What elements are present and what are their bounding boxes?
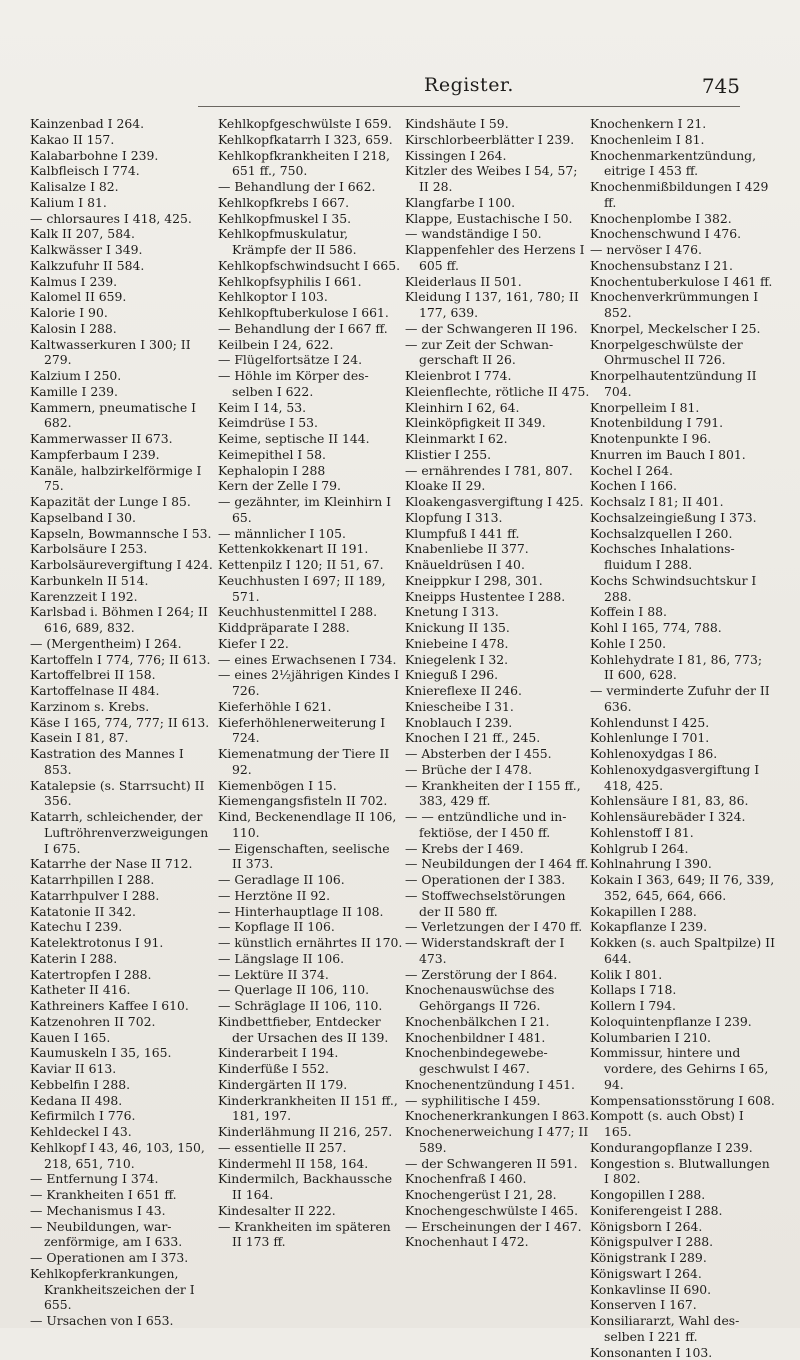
index-entry: Keime, septische II 144. bbox=[218, 431, 403, 447]
index-entry: Knorpelhautentzündung II 704. bbox=[590, 368, 775, 400]
index-entry: Klappe, Eustachische I 50. bbox=[405, 211, 590, 227]
index-entry: Knochenbälkchen I 21. bbox=[405, 1014, 590, 1030]
index-entry: Kathreiners Kaffee I 610. bbox=[30, 998, 215, 1014]
index-entry: Kartoffelbrei II 158. bbox=[30, 667, 215, 683]
index-entry: Kneippkur I 298, 301. bbox=[405, 573, 590, 589]
index-entry: Kalbfleisch I 774. bbox=[30, 163, 215, 179]
index-entry: Kalabarbohne I 239. bbox=[30, 148, 215, 164]
index-entry: — Krebs der I 469. bbox=[405, 841, 590, 857]
index-entry: Knochenerweichung I 477; II 589. bbox=[405, 1124, 590, 1156]
index-entry: — Höhle im Körper desselben I 622. bbox=[218, 368, 403, 400]
index-entry: Knochenfraß I 460. bbox=[405, 1171, 590, 1187]
index-entry: — Absterben der I 455. bbox=[405, 746, 590, 762]
index-entry: Knochenauswüchse des Gehörgangs II 726. bbox=[405, 982, 590, 1014]
index-entry: — gezähnter, im Kleinhirn I 65. bbox=[218, 494, 403, 526]
index-entry: — syphilitische I 459. bbox=[405, 1093, 590, 1109]
index-entry: — Operationen am I 373. bbox=[30, 1250, 215, 1266]
index-entry: Kehlkopfsyphilis I 661. bbox=[218, 274, 403, 290]
index-entry: Kehlkopftuberkulose I 661. bbox=[218, 305, 403, 321]
index-entry: Kinderkrankheiten II 151 ff., 181, 197. bbox=[218, 1093, 403, 1125]
index-entry: Kokain I 363, 649; II 76, 339, 352, 645, 664, 666. bbox=[590, 872, 775, 904]
index-entry: — Flügelfortsätze I 24. bbox=[218, 352, 403, 368]
index-entry: Knorpelgeschwülste der Ohrmuschel II 726. bbox=[590, 337, 775, 369]
index-entry: Käse I 165, 774, 777; II 613. bbox=[30, 715, 215, 731]
index-entry: — nervöser I 476. bbox=[590, 242, 775, 258]
index-entry: — Geradlage II 106. bbox=[218, 872, 403, 888]
index-entry: Kniescheibe I 31. bbox=[405, 699, 590, 715]
index-entry: Knochenmißbildungen I 429 ff. bbox=[590, 179, 775, 211]
index-entry: Kohlensäurebäder I 324. bbox=[590, 809, 775, 825]
index-entry: Kloake II 29. bbox=[405, 478, 590, 494]
index-entry: Katarrhpillen I 288. bbox=[30, 872, 215, 888]
index-entry: — wandständige I 50. bbox=[405, 226, 590, 242]
index-entry: Kettenpilz I 120; II 51, 67. bbox=[218, 557, 403, 573]
index-entry: Kehlkopfmuskel I 35. bbox=[218, 211, 403, 227]
index-entry: Konsiliararzt, Wahl desselben I 221 ff. bbox=[590, 1313, 775, 1345]
index-entry: Katarrh, schleichender, der Luftröhrenverzweigungen I 675. bbox=[30, 809, 215, 856]
index-entry: Karlsbad i. Böhmen I 264; II 616, 689, 832. bbox=[30, 604, 215, 636]
index-entry: Kokken (s. auch Spaltpilze) II 644. bbox=[590, 935, 775, 967]
index-entry: — Ursachen von I 653. bbox=[30, 1313, 215, 1329]
index-entry: Keim I 14, 53. bbox=[218, 400, 403, 416]
index-entry: — Eigenschaften, seelische II 373. bbox=[218, 841, 403, 873]
index-entry: Knochenplombe I 382. bbox=[590, 211, 775, 227]
index-entry: Katarrhe der Nase II 712. bbox=[30, 856, 215, 872]
index-entry: Knieguß I 296. bbox=[405, 667, 590, 683]
index-entry: Kohlendunst I 425. bbox=[590, 715, 775, 731]
index-entry: — Hinterhauptlage II 108. bbox=[218, 904, 403, 920]
index-entry: — künstlich ernährtes II 170. bbox=[218, 935, 403, 951]
index-entry: Kalzium I 250. bbox=[30, 368, 215, 384]
header-rule bbox=[198, 106, 740, 107]
index-entry: Kleinköpfigkeit II 349. bbox=[405, 415, 590, 431]
index-entry: Kohlenoxydgas I 86. bbox=[590, 746, 775, 762]
index-entry: Kainzenbad I 264. bbox=[30, 116, 215, 132]
index-entry: Knochenentzündung I 451. bbox=[405, 1077, 590, 1093]
index-entry: — Krankheiten I 651 ff. bbox=[30, 1187, 215, 1203]
index-entry: Kaviar II 613. bbox=[30, 1061, 215, 1077]
index-entry: Kneipps Hustentee I 288. bbox=[405, 589, 590, 605]
index-column-4 bbox=[590, 116, 775, 1360]
index-column-2 bbox=[218, 116, 403, 1250]
index-entry: — Krankheiten der I 155 ff., 383, 429 ff. bbox=[405, 778, 590, 810]
index-entry: Kaltwasserkuren I 300; II 279. bbox=[30, 337, 215, 369]
index-entry: Kniereflexe II 246. bbox=[405, 683, 590, 699]
page-header bbox=[198, 74, 740, 104]
index-entry: Knochenverkrümmungen I 852. bbox=[590, 289, 775, 321]
index-entry: Karbolsäurevergiftung I 424. bbox=[30, 557, 215, 573]
index-entry: Kohlgrub I 264. bbox=[590, 841, 775, 857]
index-entry: — Stoffwechselstörungen der II 580 ff. bbox=[405, 888, 590, 920]
index-entry: Keimepithel I 58. bbox=[218, 447, 403, 463]
index-entry: — der Schwangeren II 196. bbox=[405, 321, 590, 337]
index-entry: Knotenpunkte I 96. bbox=[590, 431, 775, 447]
index-entry: — verminderte Zufuhr der II 636. bbox=[590, 683, 775, 715]
index-entry: — Widerstandskraft der I 473. bbox=[405, 935, 590, 967]
index-entry: Kamille I 239. bbox=[30, 384, 215, 400]
index-entry: Kiemenatmung der Tiere II 92. bbox=[218, 746, 403, 778]
index-entry: Knochen I 21 ff., 245. bbox=[405, 730, 590, 746]
index-entry: Kleinmarkt I 62. bbox=[405, 431, 590, 447]
index-entry: Knochengerüst I 21, 28. bbox=[405, 1187, 590, 1203]
index-entry: Kalkzufuhr II 584. bbox=[30, 258, 215, 274]
index-entry: Knorpel, Meckelscher I 25. bbox=[590, 321, 775, 337]
index-entry: — zur Zeit der Schwangerschaft II 26. bbox=[405, 337, 590, 369]
index-entry: Kohlenstoff I 81. bbox=[590, 825, 775, 841]
index-entry: Kephalopin I 288 bbox=[218, 463, 403, 479]
index-entry: Kehlkopfkatarrh I 323, 659. bbox=[218, 132, 403, 148]
index-entry: — Zerstörung der I 864. bbox=[405, 967, 590, 983]
index-entry: Kehlkopfschwindsucht I 665. bbox=[218, 258, 403, 274]
index-entry: Kern der Zelle I 79. bbox=[218, 478, 403, 494]
index-entry: — Längslage II 106. bbox=[218, 951, 403, 967]
index-entry: Kloakengasvergiftung I 425. bbox=[405, 494, 590, 510]
index-entry: Katatonie II 342. bbox=[30, 904, 215, 920]
index-entry: Karbunkeln II 514. bbox=[30, 573, 215, 589]
index-entry: Kaumuskeln I 35, 165. bbox=[30, 1045, 215, 1061]
index-entry: Kollern I 794. bbox=[590, 998, 775, 1014]
index-entry: Kollaps I 718. bbox=[590, 982, 775, 998]
index-entry: Kalkwässer I 349. bbox=[30, 242, 215, 258]
index-entry: Kampferbaum I 239. bbox=[30, 447, 215, 463]
index-entry: Katertropfen I 288. bbox=[30, 967, 215, 983]
index-entry: Kalk II 207, 584. bbox=[30, 226, 215, 242]
index-entry: Kochsalzeingießung I 373. bbox=[590, 510, 775, 526]
index-entry: Kolik I 801. bbox=[590, 967, 775, 983]
index-entry: Keuchhustenmittel I 288. bbox=[218, 604, 403, 620]
index-entry: Katerin I 288. bbox=[30, 951, 215, 967]
index-entry: — (Mergentheim) I 264. bbox=[30, 636, 215, 652]
index-entry: Kleiderlaus II 501. bbox=[405, 274, 590, 290]
index-entry: Kolumbarien I 210. bbox=[590, 1030, 775, 1046]
index-entry: Knickung II 135. bbox=[405, 620, 590, 636]
index-entry: — eines Erwachsenen I 734. bbox=[218, 652, 403, 668]
index-entry: Knochentuberkulose I 461 ff. bbox=[590, 274, 775, 290]
index-entry: Kartoffelnase II 484. bbox=[30, 683, 215, 699]
index-entry: Kiddpräparate I 288. bbox=[218, 620, 403, 636]
index-entry: Kammerwasser II 673. bbox=[30, 431, 215, 447]
index-entry: Knochenbildner I 481. bbox=[405, 1030, 590, 1046]
index-entry: — männlicher I 105. bbox=[218, 526, 403, 542]
index-entry: Kitzler des Weibes I 54, 57; II 28. bbox=[405, 163, 590, 195]
index-entry: Kongopillen I 288. bbox=[590, 1187, 775, 1203]
index-entry: — Entfernung I 374. bbox=[30, 1171, 215, 1187]
index-entry: Kommissur, hintere und vordere, des Gehirns I 65, 94. bbox=[590, 1045, 775, 1092]
index-entry: Kompensationsstörung I 608. bbox=[590, 1093, 775, 1109]
index-entry: — Herztöne II 92. bbox=[218, 888, 403, 904]
index-entry: Klumpfuß I 441 ff. bbox=[405, 526, 590, 542]
index-entry: Kongestion s. Blutwallungen I 802. bbox=[590, 1156, 775, 1188]
index-entry: Kammern, pneumatische I 682. bbox=[30, 400, 215, 432]
page-number: 745 bbox=[702, 74, 740, 98]
index-entry: Kinderfüße I 552. bbox=[218, 1061, 403, 1077]
index-entry: — Neubildungen der I 464 ff. bbox=[405, 856, 590, 872]
index-entry: Kissingen I 264. bbox=[405, 148, 590, 164]
index-entry: — Operationen der I 383. bbox=[405, 872, 590, 888]
index-entry: Kochen I 166. bbox=[590, 478, 775, 494]
index-entry: Knochenhaut I 472. bbox=[405, 1234, 590, 1250]
index-entry: Kleienbrot I 774. bbox=[405, 368, 590, 384]
index-entry: Klappenfehler des Herzens I 605 ff. bbox=[405, 242, 590, 274]
index-entry: Kiemenbögen I 15. bbox=[218, 778, 403, 794]
index-entry: Kohlensäure I 81, 83, 86. bbox=[590, 793, 775, 809]
index-entry: Kinderlähmung II 216, 257. bbox=[218, 1124, 403, 1140]
index-entry: — Neubildungen, warzenförmige, am I 633. bbox=[30, 1219, 215, 1251]
index-entry: — Verletzungen der I 470 ff. bbox=[405, 919, 590, 935]
index-entry: Kondurangopflanze I 239. bbox=[590, 1140, 775, 1156]
index-entry: Kastration des Mannes I 853. bbox=[30, 746, 215, 778]
index-entry: Kehlkopf I 43, 46, 103, 150, 218, 651, 710. bbox=[30, 1140, 215, 1172]
index-entry: Kokapflanze I 239. bbox=[590, 919, 775, 935]
index-entry: — der Schwangeren II 591. bbox=[405, 1156, 590, 1172]
index-entry: Katalepsie (s. Starrsucht) II 356. bbox=[30, 778, 215, 810]
index-entry: Knochengeschwülste I 465. bbox=[405, 1203, 590, 1219]
index-entry: Kakao II 157. bbox=[30, 132, 215, 148]
index-entry: Karbolsäure I 253. bbox=[30, 541, 215, 557]
index-entry: — — entzündliche und infektiöse, der I 450 ff. bbox=[405, 809, 590, 841]
index-entry: Kniebeine I 478. bbox=[405, 636, 590, 652]
page-title: Register. bbox=[198, 74, 740, 96]
index-entry: Knochenschwund I 476. bbox=[590, 226, 775, 242]
index-entry: Kehlkoptor I 103. bbox=[218, 289, 403, 305]
index-entry: Katelektrotonus I 91. bbox=[30, 935, 215, 951]
index-entry: — Krankheiten im späteren II 173 ff. bbox=[218, 1219, 403, 1251]
index-entry: Kind, Beckenendlage II 106, 110. bbox=[218, 809, 403, 841]
index-entry: Kohle I 250. bbox=[590, 636, 775, 652]
index-entry: Kiefer I 22. bbox=[218, 636, 403, 652]
index-entry: — Mechanismus I 43. bbox=[30, 1203, 215, 1219]
index-entry: Kalisalze I 82. bbox=[30, 179, 215, 195]
index-entry: Katzenohren II 702. bbox=[30, 1014, 215, 1030]
index-entry: Kochsches Inhalationsfluidum I 288. bbox=[590, 541, 775, 573]
index-entry: Knochenkern I 21. bbox=[590, 116, 775, 132]
index-entry: Kettenkokkenart II 191. bbox=[218, 541, 403, 557]
index-entry: Kebbelfin I 288. bbox=[30, 1077, 215, 1093]
index-entry: Knochenbindegewebegeschwulst I 467. bbox=[405, 1045, 590, 1077]
index-entry: — ernährendes I 781, 807. bbox=[405, 463, 590, 479]
index-entry: Kinderarbeit I 194. bbox=[218, 1045, 403, 1061]
index-entry: Kehlkopfkrebs I 667. bbox=[218, 195, 403, 211]
index-entry: Klangfarbe I 100. bbox=[405, 195, 590, 211]
index-entry: Koffein I 88. bbox=[590, 604, 775, 620]
index-entry: Knoblauch I 239. bbox=[405, 715, 590, 731]
index-entry: Kompott (s. auch Obst) I 165. bbox=[590, 1108, 775, 1140]
index-entry: Kieferhöhlenerweiterung I 724. bbox=[218, 715, 403, 747]
index-entry: Kiemengangsfisteln II 702. bbox=[218, 793, 403, 809]
index-entry: Keilbein I 24, 622. bbox=[218, 337, 403, 353]
index-entry: Kapseln, Bowmannsche I 53. bbox=[30, 526, 215, 542]
index-entry: Knabenliebe II 377. bbox=[405, 541, 590, 557]
index-entry: Kedana II 498. bbox=[30, 1093, 215, 1109]
index-entry: Kindesalter II 222. bbox=[218, 1203, 403, 1219]
index-entry: Karzinom s. Krebs. bbox=[30, 699, 215, 715]
index-entry: Kokapillen I 288. bbox=[590, 904, 775, 920]
index-entry: Knotenbildung I 791. bbox=[590, 415, 775, 431]
index-entry: — chlorsaures I 418, 425. bbox=[30, 211, 215, 227]
index-entry: Kindermehl II 158, 164. bbox=[218, 1156, 403, 1172]
index-entry: Knochenleim I 81. bbox=[590, 132, 775, 148]
index-entry: Kindergärten II 179. bbox=[218, 1077, 403, 1093]
index-entry: Kefirmilch I 776. bbox=[30, 1108, 215, 1124]
index-entry: Kapazität der Lunge I 85. bbox=[30, 494, 215, 510]
index-entry: Karenzzeit I 192. bbox=[30, 589, 215, 605]
index-entry: Kindshäute I 59. bbox=[405, 116, 590, 132]
index-entry: Königspulver I 288. bbox=[590, 1234, 775, 1250]
index-entry: Keimdrüse I 53. bbox=[218, 415, 403, 431]
index-entry: Kapselband I 30. bbox=[30, 510, 215, 526]
index-entry: Knochenmarkentzündung, eitrige I 453 ff. bbox=[590, 148, 775, 180]
index-entry: — Lektüre II 374. bbox=[218, 967, 403, 983]
index-entry: Kochs Schwindsuchtskur I 288. bbox=[590, 573, 775, 605]
index-entry: Kehldeckel I 43. bbox=[30, 1124, 215, 1140]
index-entry: Knäueldrüsen I 40. bbox=[405, 557, 590, 573]
index-entry: Kauen I 165. bbox=[30, 1030, 215, 1046]
index-entry: Kochsalz I 81; II 401. bbox=[590, 494, 775, 510]
index-entry: Kehlkopfmuskulatur, Krämpfe der II 586. bbox=[218, 226, 403, 258]
index-entry: Klistier I 255. bbox=[405, 447, 590, 463]
index-entry: Keuchhusten I 697; II 189, 571. bbox=[218, 573, 403, 605]
index-entry: Kleienflechte, rötliche II 475. bbox=[405, 384, 590, 400]
index-entry: Klopfung I 313. bbox=[405, 510, 590, 526]
index-entry: Kasein I 81, 87. bbox=[30, 730, 215, 746]
index-entry: — Querlage II 106, 110. bbox=[218, 982, 403, 998]
index-entry: Kohlenoxydgasvergiftung I 418, 425. bbox=[590, 762, 775, 794]
index-entry: — Erscheinungen der I 467. bbox=[405, 1219, 590, 1235]
index-entry: Königsborn I 264. bbox=[590, 1219, 775, 1235]
index-entry: — eines 2½jährigen Kindes I 726. bbox=[218, 667, 403, 699]
index-entry: Knorpelleim I 81. bbox=[590, 400, 775, 416]
index-entry: — Kopflage II 106. bbox=[218, 919, 403, 935]
index-entry: Königstrank I 289. bbox=[590, 1250, 775, 1266]
index-entry: Konserven I 167. bbox=[590, 1297, 775, 1313]
index-entry: — Behandlung der I 667 ff. bbox=[218, 321, 403, 337]
index-entry: Kieferhöhle I 621. bbox=[218, 699, 403, 715]
index-entry: Kindbettfieber, Entdecker der Ursachen des II 139. bbox=[218, 1014, 403, 1046]
index-entry: Katechu I 239. bbox=[30, 919, 215, 935]
index-entry: Kehlkopferkrankungen, Krankheitszeichen der I 655. bbox=[30, 1266, 215, 1313]
index-entry: — Behandlung der I 662. bbox=[218, 179, 403, 195]
index-entry: Kartoffeln I 774, 776; II 613. bbox=[30, 652, 215, 668]
index-entry: Kehlkopfgeschwülste I 659. bbox=[218, 116, 403, 132]
index-entry: Konkavlinse II 690. bbox=[590, 1282, 775, 1298]
index-entry: Königswart I 264. bbox=[590, 1266, 775, 1282]
index-entry: Kalmus I 239. bbox=[30, 274, 215, 290]
index-entry: Knochenerkrankungen I 863. bbox=[405, 1108, 590, 1124]
index-entry: Koniferengeist I 288. bbox=[590, 1203, 775, 1219]
index-entry: Kalosin I 288. bbox=[30, 321, 215, 337]
index-column-3 bbox=[405, 116, 590, 1250]
index-entry: Knochensubstanz I 21. bbox=[590, 258, 775, 274]
index-entry: Katheter II 416. bbox=[30, 982, 215, 998]
index-entry: Kirschlorbeerblätter I 239. bbox=[405, 132, 590, 148]
index-entry: Kanäle, halbzirkelförmige I 75. bbox=[30, 463, 215, 495]
index-entry: Kochel I 264. bbox=[590, 463, 775, 479]
index-entry: Kohlnahrung I 390. bbox=[590, 856, 775, 872]
index-entry: Kehlkopfkrankheiten I 218, 651 ff., 750. bbox=[218, 148, 403, 180]
index-entry: Kleinhirn I 62, 64. bbox=[405, 400, 590, 416]
index-entry: — Brüche der I 478. bbox=[405, 762, 590, 778]
index-entry: Kniegelenk I 32. bbox=[405, 652, 590, 668]
index-entry: Knurren im Bauch I 801. bbox=[590, 447, 775, 463]
index-entry: Kohlehydrate I 81, 86, 773; II 600, 628. bbox=[590, 652, 775, 684]
index-entry: Kohl I 165, 774, 788. bbox=[590, 620, 775, 636]
index-entry: Kohlenlunge I 701. bbox=[590, 730, 775, 746]
index-entry: Kindermilch, Backhaussche II 164. bbox=[218, 1171, 403, 1203]
index-entry: Konsonanten I 103. bbox=[590, 1345, 775, 1360]
index-entry: Knetung I 313. bbox=[405, 604, 590, 620]
index-entry: Kleidung I 137, 161, 780; II 177, 639. bbox=[405, 289, 590, 321]
index-entry: Kalorie I 90. bbox=[30, 305, 215, 321]
index-entry: Kochsalzquellen I 260. bbox=[590, 526, 775, 542]
index-entry: — Schräglage II 106, 110. bbox=[218, 998, 403, 1014]
index-entry: Koloquintenpflanze I 239. bbox=[590, 1014, 775, 1030]
index-column-1 bbox=[30, 116, 215, 1329]
index-entry: Katarrhpulver I 288. bbox=[30, 888, 215, 904]
index-entry: Kalomel II 659. bbox=[30, 289, 215, 305]
index-entry: Kalium I 81. bbox=[30, 195, 215, 211]
index-entry: — essentielle II 257. bbox=[218, 1140, 403, 1156]
